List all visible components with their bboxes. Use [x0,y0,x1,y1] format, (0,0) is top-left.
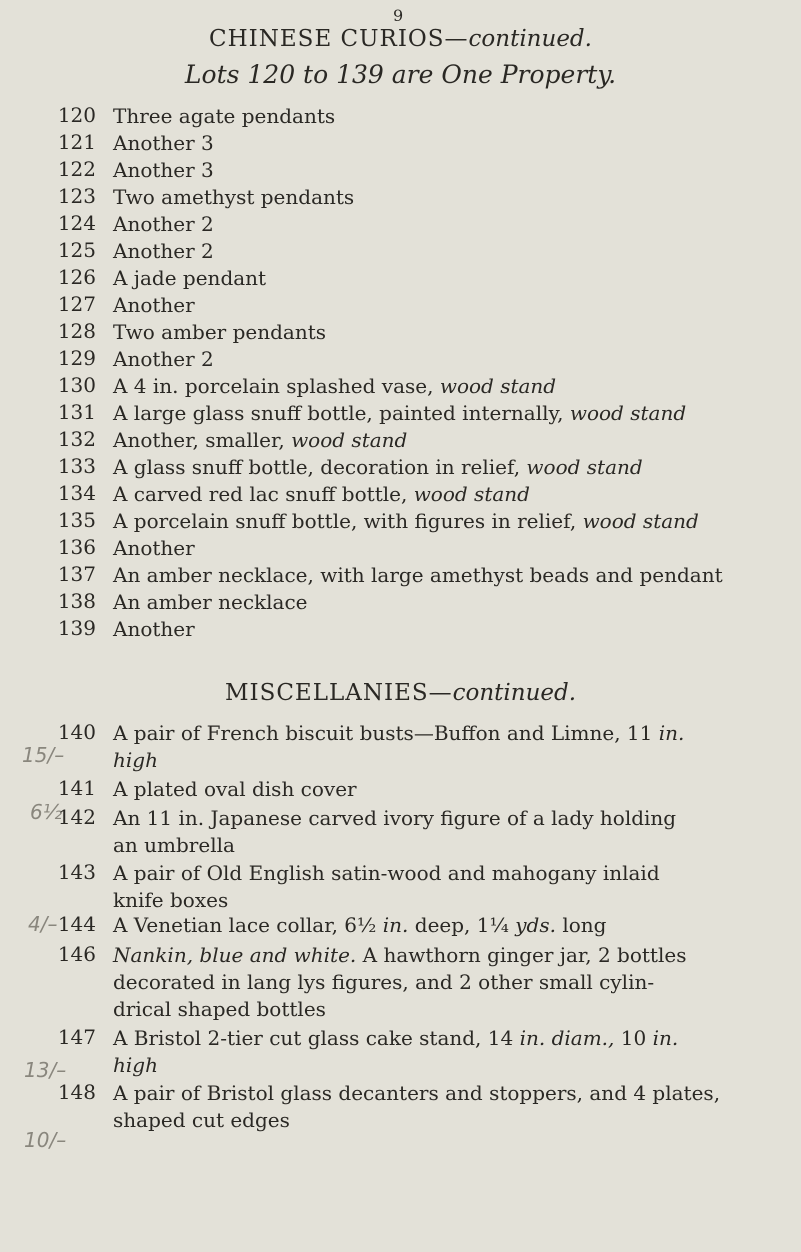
lot-description-text: A 4 in. porcelain splashed vase, [113,374,440,398]
lot-description-text: long [555,913,607,937]
lot-description [113,319,778,346]
description-line [113,776,778,803]
lot-description-text: decorated in lang lys figures, and 2 other small cylin- [113,970,655,994]
lot-description [113,265,778,292]
lot-number: 129 [57,346,96,370]
description-line [113,912,778,939]
lot-description-text: Three agate pendants [113,104,336,128]
lot-description-text: A plated oval dish cover [113,777,357,801]
lot-description-text: An amber necklace, with large amethyst beads and pendant [113,563,723,587]
handwritten-margin-note: 6½ [30,800,63,824]
lot-description-italic: diam., [551,1026,615,1050]
lot-description [113,535,778,562]
lot-number: 133 [57,454,96,478]
lot-number: 121 [57,130,96,154]
lot-description [113,912,778,939]
lot-number: 130 [57,373,96,397]
section-heading-miscellanies [0,680,801,706]
lot-description [113,346,778,373]
lot-description-text: an umbrella [113,833,235,857]
lot-description-text: A hawthorn ginger jar, 2 bottles [356,943,687,967]
description-line [113,969,778,996]
description-line [113,996,778,1023]
heading-continued: continued. [468,26,592,52]
lot-description-text: Another 3 [113,158,214,182]
lot-description [113,1080,778,1134]
lot-description-italic: high [113,1053,158,1077]
lot-description-text: A carved red lac snuff bottle, [113,482,414,506]
lot-number: 123 [57,184,96,208]
lot-description-text: A Venetian lace collar, 6½ [113,913,383,937]
lot-description [113,860,778,914]
lot-description-text: drical shaped bottles [113,997,326,1021]
lot-number: 128 [57,319,96,343]
lot-description-italic: wood stand [413,482,530,506]
lot-description [113,238,778,265]
description-line [113,1107,778,1134]
handwritten-margin-note: 4/– [28,912,58,936]
description-line [113,747,778,774]
lot-description [113,589,778,616]
lot-description-italic: wood stand [526,455,643,479]
lot-description [113,942,778,1023]
lot-description-italic: high [113,748,158,772]
lot-description-text: knife boxes [113,888,229,912]
lot-number: 140 [57,720,96,744]
heading-continued: continued. [452,680,577,706]
lot-number: 148 [57,1080,96,1104]
lot-description [113,400,778,427]
lot-description [113,481,778,508]
lot-ownership-note: Lots 120 to 139 are One Property. [184,60,617,89]
lot-description-text: A jade pendant [113,266,267,290]
lot-number: 122 [57,157,96,181]
lot-description-text: Two amber pendants [113,320,327,344]
lot-description-text: Another 2 [113,347,214,371]
lot-description [113,562,778,589]
lot-description [113,508,778,535]
lot-description-italic: in. [658,721,685,745]
lot-number: 127 [57,292,96,316]
lot-description-text: Another 2 [113,212,214,236]
lot-number: 138 [57,589,96,613]
lot-description [113,211,778,238]
lot-description-text: Another [113,293,195,317]
lot-number: 131 [57,400,96,424]
handwritten-margin-note: 13/– [24,1058,67,1082]
handwritten-margin-note: 15/– [22,743,65,767]
lot-number: 136 [57,535,96,559]
lot-number: 147 [57,1025,96,1049]
section-heading-chinese-curios [0,26,801,52]
lot-number: 142 [57,805,96,829]
lot-number: 120 [57,103,96,127]
lot-description-text: Another, smaller, [113,428,292,452]
lot-description-text: An 11 in. Japanese carved ivory figure of a lady holding [113,806,677,830]
lot-description-text: 10 [614,1026,653,1050]
lot-description-text: A pair of Old English satin-wood and mahogany inlaid [113,861,660,885]
lot-description [113,616,778,643]
lot-description [113,776,778,803]
lot-description-italic: in. [652,1026,679,1050]
lot-number: 134 [57,481,96,505]
lot-number: 144 [57,912,96,936]
lot-number: 141 [57,776,96,800]
lot-description-italic: in. [519,1026,546,1050]
lot-description-italic: yds. [515,913,556,937]
lot-description-text: An amber necklace [113,590,308,614]
handwritten-margin-note: 10/– [24,1128,67,1152]
description-line [113,832,778,859]
description-line [113,860,778,887]
lot-description-text: Another 2 [113,239,214,263]
description-line [113,942,778,969]
lot-description [113,720,778,774]
description-line [113,1025,778,1052]
lot-number: 139 [57,616,96,640]
lot-description-italic: wood stand [569,401,687,425]
description-line [113,1052,778,1079]
lot-number: 143 [57,860,96,884]
lot-description [113,292,778,319]
lot-description-italic: Nankin, blue and white. [113,943,357,967]
lot-number: 125 [57,238,96,262]
lot-description-text: A porcelain snuff bottle, with figures in relief, [113,509,583,533]
lot-description [113,157,778,184]
lot-number: 135 [57,508,96,532]
lot-number: 146 [57,942,96,966]
lot-number: 126 [57,265,96,289]
lot-description [113,805,778,859]
lot-description-text: A glass snuff bottle, decoration in relief, [113,455,527,479]
lot-description-text: Another [113,536,195,560]
lot-description [113,373,778,400]
description-line [113,805,778,832]
lot-description [113,454,778,481]
lot-description-text: A Bristol 2-tier cut glass cake stand, 14 [113,1026,520,1050]
lot-description [113,1025,778,1079]
lot-description-text: Two amethyst pendants [113,185,355,209]
lot-description-italic: wood stand [439,374,557,398]
description-line [113,1080,778,1107]
lot-description [113,184,778,211]
lot-description [113,130,778,157]
lot-description-italic: wood stand [582,509,699,533]
heading-text: MISCELLANIES— [224,680,453,706]
lot-description-text: Another [113,617,195,641]
lot-number: 124 [57,211,96,235]
heading-text: CHINESE CURIOS— [209,26,469,52]
description-line [113,720,778,747]
lot-number: 137 [57,562,96,586]
lot-description [113,103,778,130]
page-number: 9 [393,6,404,25]
lot-number: 132 [57,427,96,451]
lot-description-text: A pair of Bristol glass decanters and stoppers, and 4 plates, [113,1081,721,1105]
lot-description-text: A pair of French biscuit busts—Buffon and Limne, 11 [113,721,659,745]
lot-description-text: A large glass snuff bottle, painted internally, [113,401,570,425]
lot-description-text: shaped cut edges [113,1108,290,1132]
lot-description-italic: in. [382,913,409,937]
lot-description [113,427,778,454]
lot-description-text: deep, 1¼ [408,913,516,937]
lot-description-text: Another 3 [113,131,214,155]
lot-description-italic: wood stand [291,428,408,452]
description-line [113,887,778,914]
